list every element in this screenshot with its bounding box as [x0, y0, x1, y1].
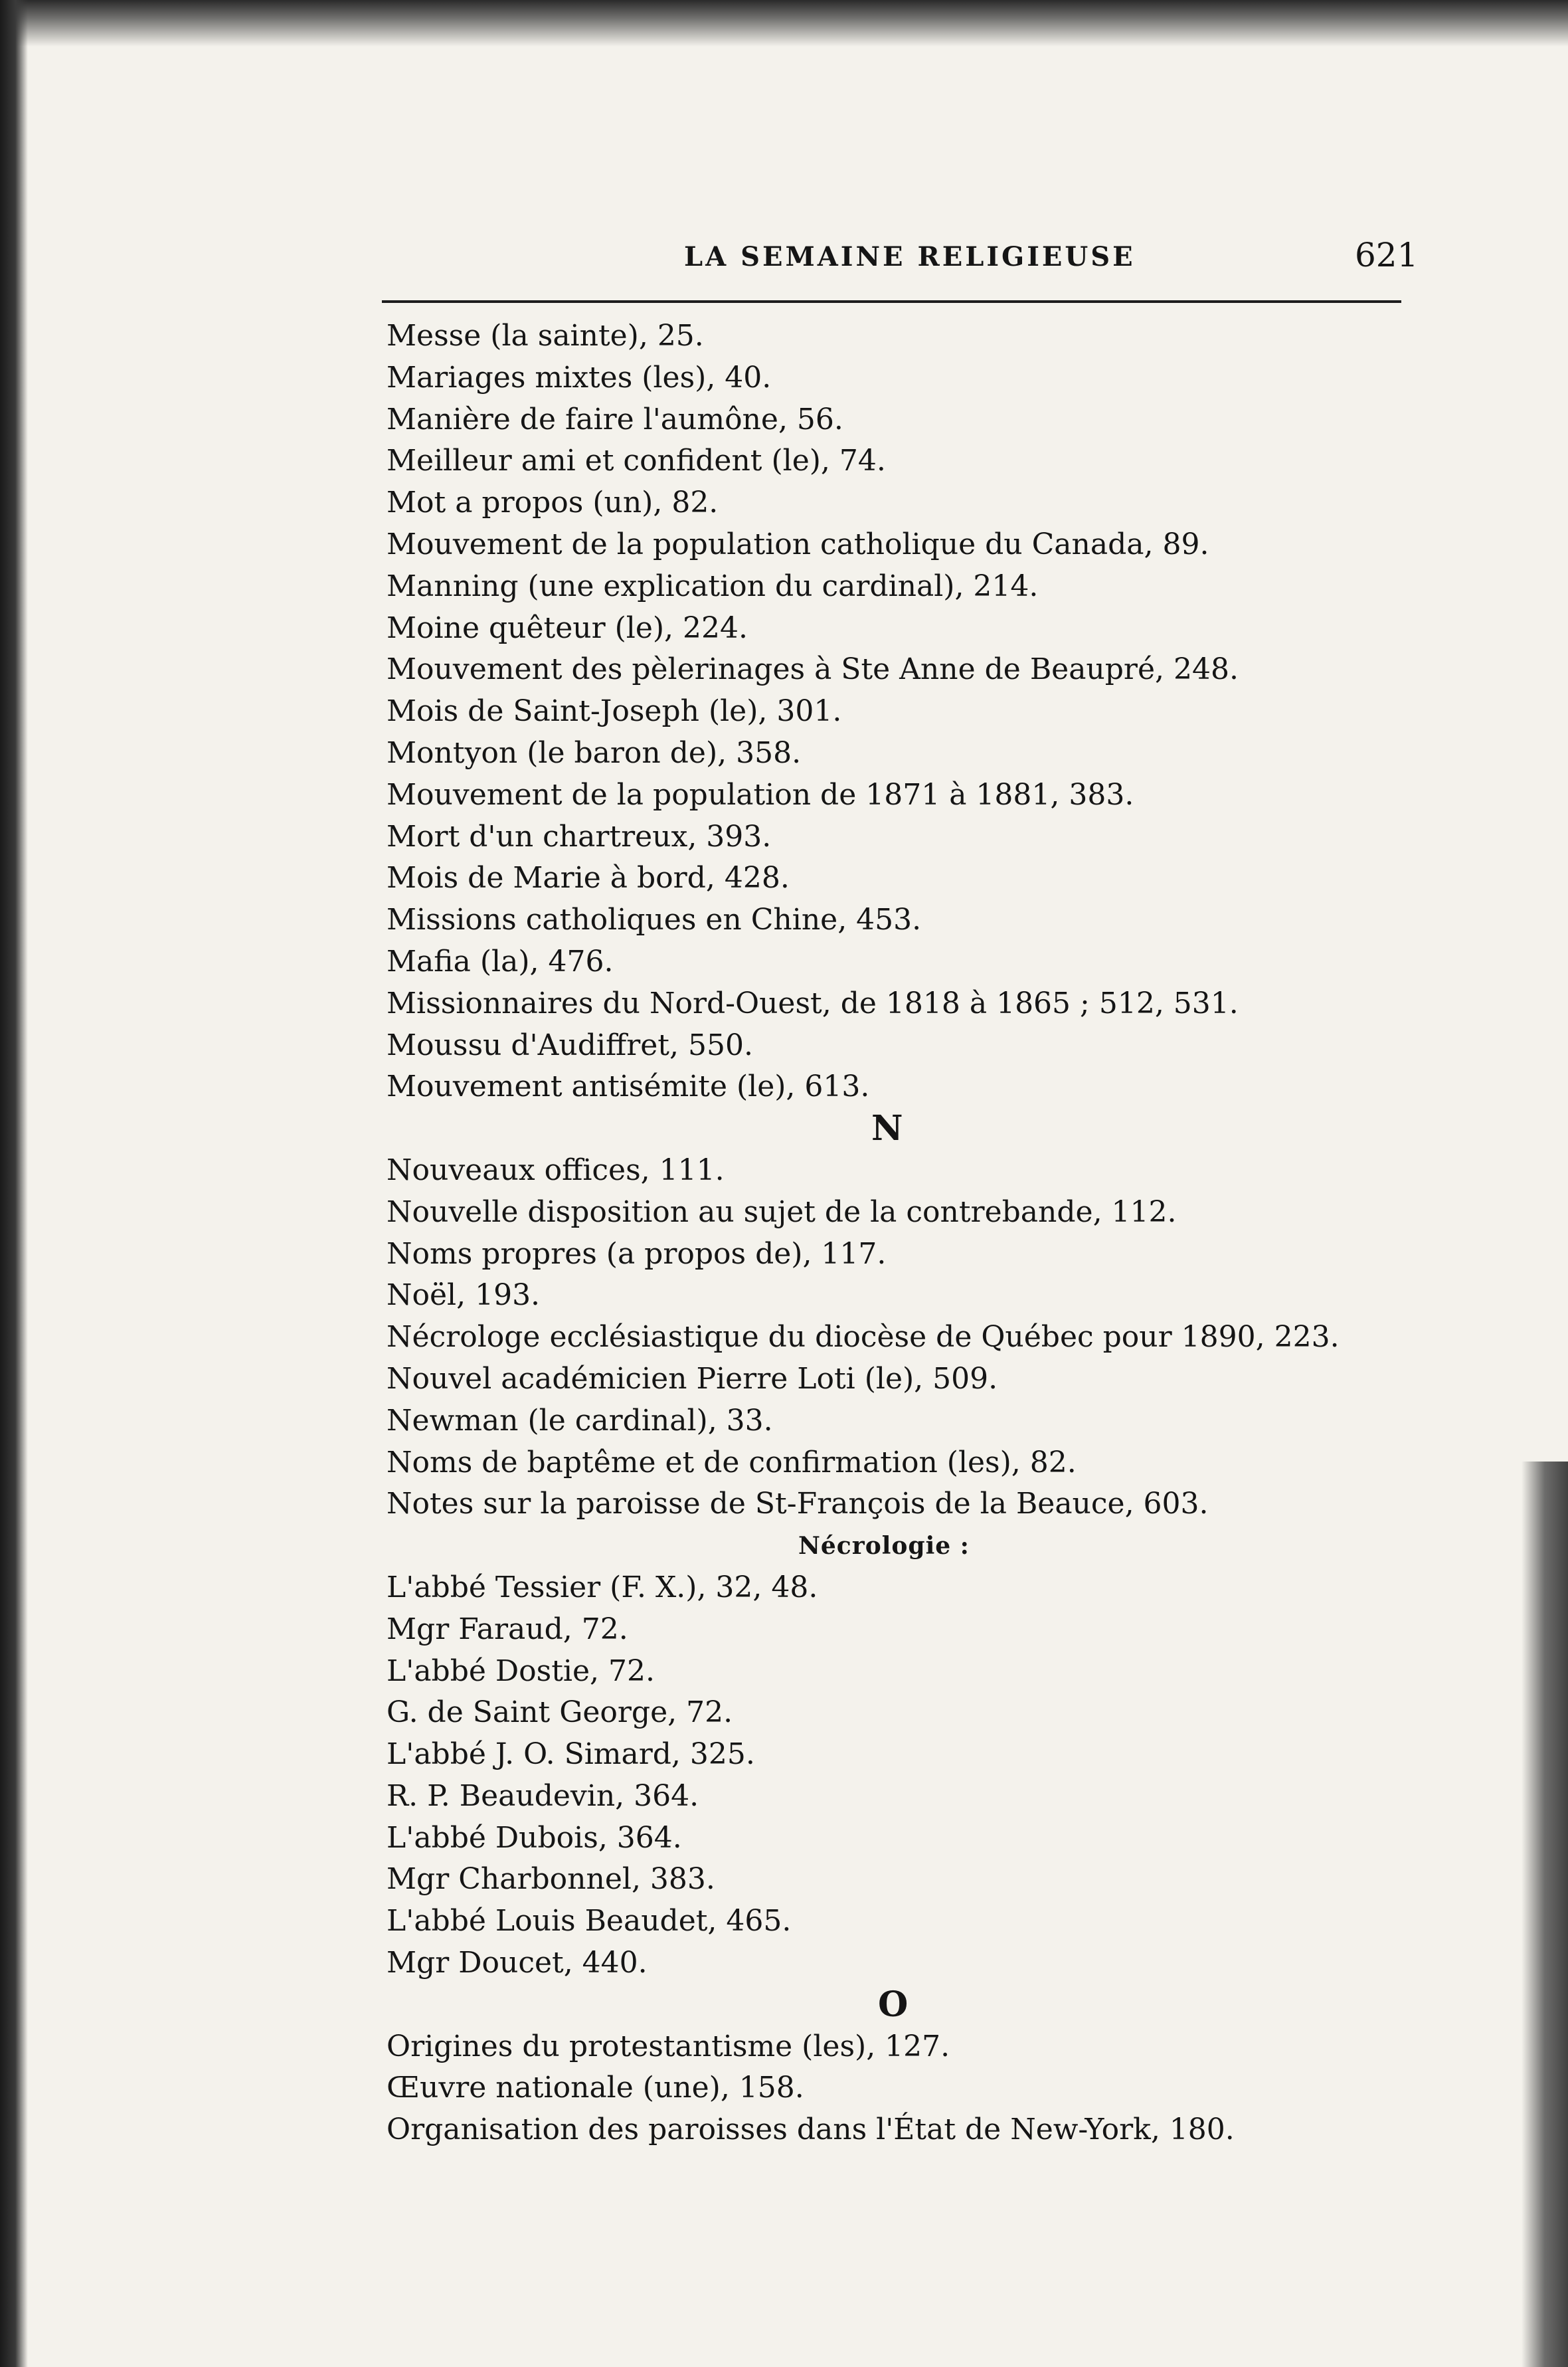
index-entry: Œuvre nationale (une), 158. [387, 2071, 804, 2105]
scan-right-edge [1522, 1462, 1568, 2367]
necrologie-entry: R. P. Beaudevin, 364. [387, 1778, 699, 1813]
index-entry: Mouvement des pèlerinages à Ste Anne de Beaupré, 248. [387, 652, 1239, 687]
index-entry: Nouvelle disposition au sujet de la contrebande, 112. [387, 1194, 1177, 1229]
necrologie-entry: Mgr Faraud, 72. [387, 1612, 628, 1646]
index-list [387, 316, 1423, 2151]
index-entry: Mot a propos (un), 82. [387, 486, 719, 520]
index-entry: Mouvement antisémite (le), 613. [387, 1070, 870, 1104]
necrologie-entry: L'abbé Tessier (F. X.), 32, 48. [387, 1570, 818, 1604]
index-entry: Nouvel académicien Pierre Loti (le), 509. [387, 1361, 998, 1396]
necrologie-entry: L'abbé Dostie, 72. [387, 1654, 655, 1688]
index-entry: Mois de Saint-Joseph (le), 301. [387, 694, 842, 729]
page-number: 621 [1355, 236, 1419, 274]
index-entry: Montyon (le baron de), 358. [387, 735, 802, 770]
index-entry: Nécrologe ecclésiastique du diocèse de Québec pour 1890, 223. [387, 1320, 1340, 1355]
index-entry: Mouvement de la population catholique du Canada, 89. [387, 527, 1209, 561]
index-entry: Noms de baptême et de confirmation (les), 82. [387, 1445, 1077, 1479]
index-entry: Noms propres (a propos de), 117. [387, 1236, 887, 1271]
index-entry: Newman (le cardinal), 33. [387, 1403, 773, 1438]
page-header [0, 236, 1568, 282]
index-entry: Moine quêteur (le), 224. [387, 611, 748, 645]
index-entry: Noël, 193. [387, 1278, 541, 1313]
index-entry: Missions catholiques en Chine, 453. [387, 903, 922, 937]
index-entry: Manière de faire l'aumône, 56. [387, 402, 843, 436]
index-entry: Mariages mixtes (les), 40. [387, 360, 772, 395]
index-entry: Mafia (la), 476. [387, 944, 614, 979]
scan-top-edge [0, 0, 1568, 47]
index-entry: Notes sur la paroisse de St-François de la Beauce, 603. [387, 1487, 1209, 1521]
necrologie-entry: Mgr Doucet, 440. [387, 1946, 648, 1980]
index-entry: Mois de Marie à bord, 428. [387, 861, 790, 896]
necrologie-entry: L'abbé Louis Beaudet, 465. [387, 1904, 792, 1939]
index-entry: Meilleur ami et confident (le), 74. [387, 444, 886, 478]
necrologie-entry: G. de Saint George, 72. [387, 1695, 733, 1730]
section-letter-o: O [878, 1984, 909, 2025]
necrologie-entry: Mgr Charbonnel, 383. [387, 1862, 715, 1897]
index-entry: Organisation des paroisses dans l'État de New-York, 180. [387, 2113, 1235, 2147]
index-entry: Manning (une explication du cardinal), 214. [387, 569, 1039, 603]
index-entry: Origines du protestantisme (les), 127. [387, 2029, 950, 2063]
index-entry: Mort d'un chartreux, 393. [387, 819, 772, 854]
section-letter-n: N [871, 1108, 903, 1149]
index-entry: Mouvement de la population de 1871 à 1881, 383. [387, 777, 1134, 812]
scan-left-edge [0, 0, 28, 2367]
necrologie-heading: Nécrologie : [798, 1532, 970, 1561]
necrologie-entry: L'abbé Dubois, 364. [387, 1820, 682, 1855]
index-entry: Messe (la sainte), 25. [387, 319, 704, 353]
necrologie-entry: L'abbé J. O. Simard, 325. [387, 1737, 755, 1772]
index-entry: Moussu d'Audiffret, 550. [387, 1028, 753, 1062]
running-title: LA SEMAINE RELIGIEUSE [684, 241, 1136, 272]
index-entry: Missionnaires du Nord-Ouest, de 1818 à 1865 ; 512, 531. [387, 986, 1239, 1020]
index-entry: Nouveaux offices, 111. [387, 1153, 725, 1187]
header-rule [382, 300, 1401, 303]
